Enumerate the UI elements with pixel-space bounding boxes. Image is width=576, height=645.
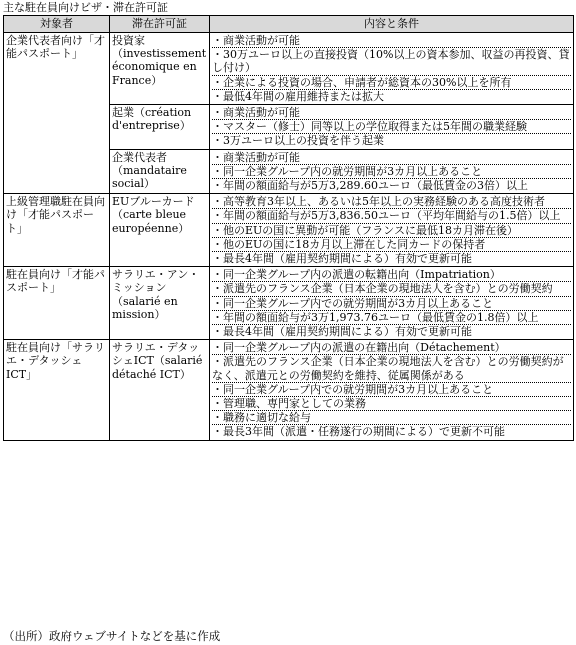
permit-cell: サラリエ・アン・ミッション（salarié en mission）: [110, 267, 210, 340]
table-row: [4, 33, 574, 105]
conditions-cell: [210, 267, 574, 340]
header-permit: 滞在許可証: [110, 16, 210, 33]
condition-item: ・同一企業グループ内での就労期間が3カ月以上あること: [212, 382, 571, 396]
condition-item: ・年間の額面給与が5万3,836.50ユーロ（平均年間給与の1.5倍）以上: [212, 208, 571, 222]
condition-item: ・商業活動が可能: [212, 106, 300, 120]
condition-item: ・商業活動が可能: [212, 150, 300, 164]
condition-item: ・最長4年間（雇用契約期間による）有効で更新可能: [212, 324, 571, 338]
condition-item: ・3万ユーロ以上の投資を伴う起業: [212, 133, 571, 147]
condition-item: ・同一企業グループ内の派遣の在籍出向（Détachement）: [212, 341, 506, 355]
conditions-cell: [210, 105, 574, 150]
permit-cell: サラリエ・デタッシェICT（salarié détaché ICT）: [110, 340, 210, 440]
permit-cell: 起業（création d'entreprise）: [110, 105, 210, 150]
target-cell: 駐在員向け「才能パスポート」: [4, 267, 110, 340]
condition-item: ・職務に適切な給与: [212, 410, 571, 424]
condition-item: ・商業活動が可能: [212, 34, 300, 47]
header-conditions: 内容と条件: [210, 16, 574, 33]
permit-cell: 投資家（investissement économique en France）: [110, 33, 210, 105]
table-body: [4, 33, 574, 441]
condition-item: ・同一企業グループ内の派遣の転籍出向（Impatriation）: [212, 268, 501, 282]
target-cell: 駐在員向け「サラリエ・デタッシェICT」: [4, 340, 110, 440]
condition-item: ・他のEUの国に異動が可能（フランスに最低18カ月滞在後）: [212, 223, 571, 237]
condition-item: ・最長3年間（派遣・任務遂行の期間による）で更新不可能: [212, 424, 571, 438]
condition-item: ・企業による投資の場合、申請者が総資本の30%以上を所有: [212, 75, 571, 89]
condition-item: ・マスター（修士）同等以上の学位取得または5年間の職業経験: [212, 119, 571, 133]
conditions-cell: [210, 33, 574, 105]
table-caption: 主な駐在員向けビザ・滞在許可証: [3, 1, 168, 14]
table-row: [4, 340, 574, 440]
visa-table: [3, 15, 574, 441]
condition-item: ・年間の額面給与が5万3,289.60ユーロ（最低賃金の3倍）以上: [212, 178, 571, 192]
permit-cell: EUブルーカード（carte bleue européenne）: [110, 194, 210, 267]
conditions-cell: [210, 194, 574, 267]
source-note: （出所）政府ウェブサイトなどを基に作成: [3, 629, 221, 643]
condition-item: ・同一企業グループ内の就労期間が3カ月以上あること: [212, 164, 571, 178]
condition-item: ・派遣先のフランス企業（日本企業の現地法人を含む）との労働契約がなく、派遣元との労働契約を維持、従属関係がある: [212, 354, 571, 381]
condition-item: ・高等教育3年以上、あるいは5年以上の実務経験のある高度技術者: [212, 195, 545, 209]
condition-item: ・派遣先のフランス企業（日本企業の現地法人を含む）との労働契約: [212, 281, 571, 295]
condition-item: ・年間の額面給与が3万1,973.76ユーロ（最低賃金の1.8倍）以上: [212, 310, 571, 324]
header-target: 対象者: [4, 16, 110, 33]
table-row: [4, 194, 574, 267]
condition-item: ・最長4年間（雇用契約期間による）有効で更新可能: [212, 251, 571, 265]
target-cell: 上級管理職駐在員向け「才能パスポート」: [4, 194, 110, 267]
condition-item: ・同一企業グループ内での就労期間が3カ月以上あること: [212, 296, 571, 310]
condition-item: ・他のEUの国に18カ月以上滞在した同カードの保持者: [212, 237, 571, 251]
condition-item: ・30万ユーロ以上の直接投資（10%以上の資本参加、収益の再投資、貸し付け）: [212, 48, 570, 75]
target-cell: 企業代表者向け「才能パスポート」: [4, 33, 110, 194]
header-row: [4, 16, 574, 33]
conditions-cell: [210, 149, 574, 194]
condition-item: ・最低4年間の雇用維持または拡大: [212, 89, 571, 103]
permit-cell: 企業代表者（mandataire social）: [110, 149, 210, 194]
condition-item: ・管理職、専門家としての業務: [212, 396, 571, 410]
table-row: [4, 267, 574, 340]
conditions-cell: [210, 340, 574, 440]
